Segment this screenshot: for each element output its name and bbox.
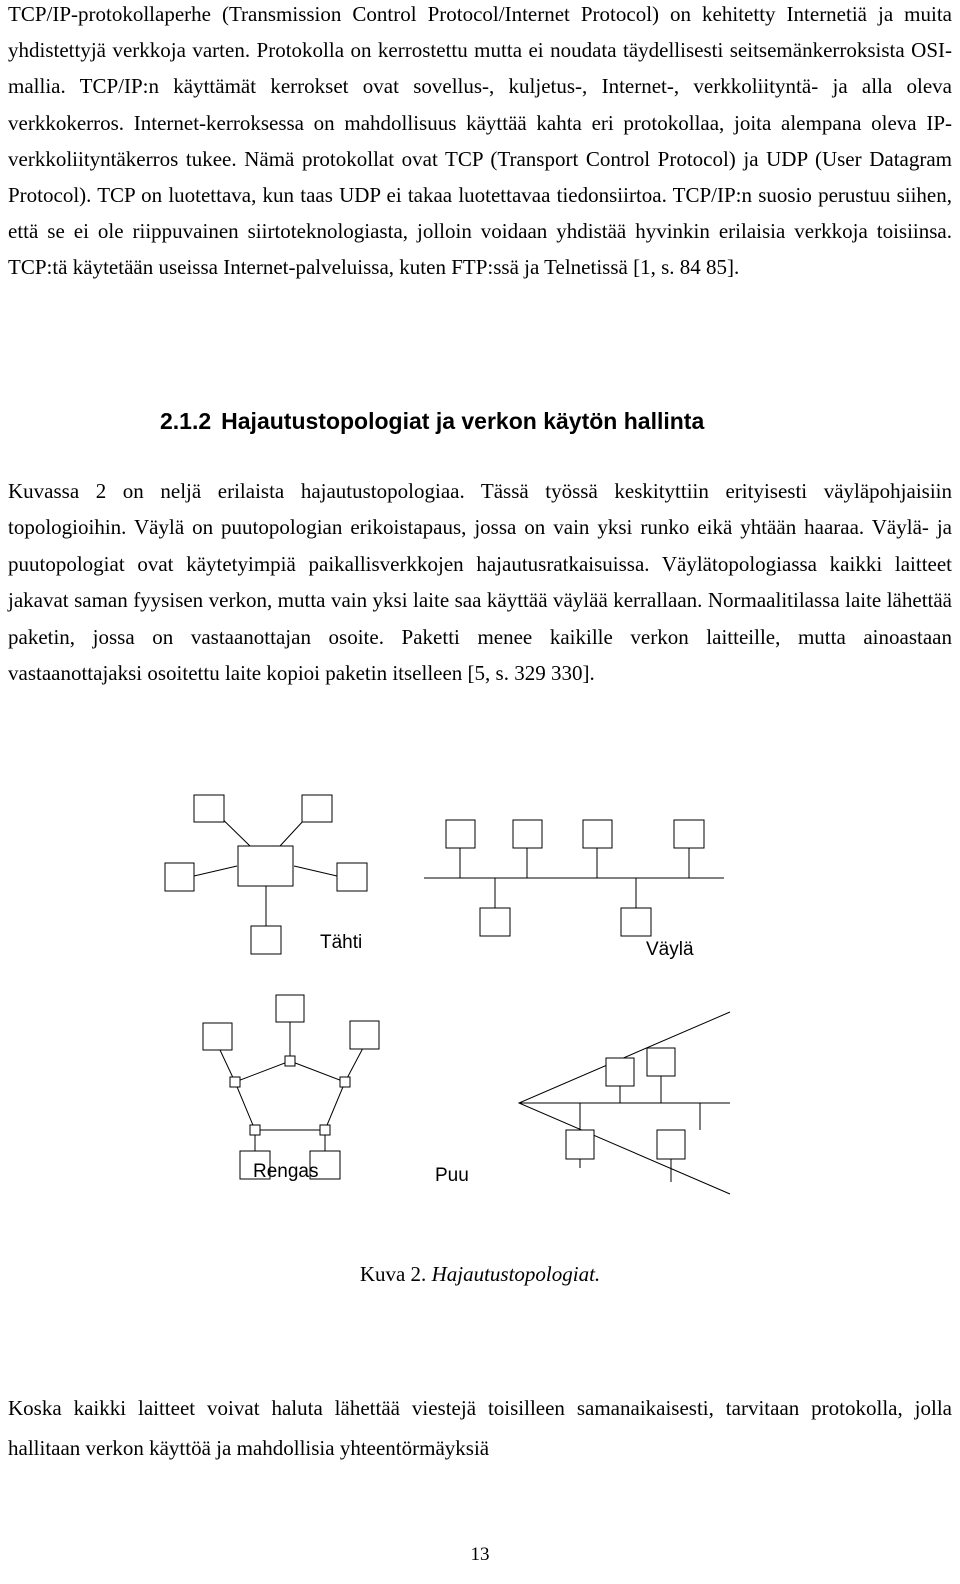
- bus-node-4: [674, 820, 704, 848]
- tree-node-3: [566, 1130, 594, 1159]
- star-topology-diagram: [165, 795, 367, 954]
- bus-node-3: [583, 820, 612, 848]
- bus-node-6: [621, 908, 651, 936]
- star-hub: [238, 846, 293, 886]
- star-node-top-left: [194, 795, 224, 822]
- section-heading: [160, 408, 704, 435]
- paragraph-protocol: Koska kaikki laitteet voivat haluta lähettää viestejä toisilleen samanaikaisesti, tarvitaan protokolla, jolla hallitaan verkon käyttöä ja mahdollisia yhteentörmäyksiä: [8, 1396, 952, 1460]
- ring-node-right: [350, 1021, 379, 1049]
- paragraph-topologies: Kuvassa 2 on neljä erilaista hajautustopologiaa. Tässä työssä keskityttiin erityisesti väyläpohjaisiin topologioihin. Väylä on puutopologian erikoistapaus, jossa on vain yksi runko eikä yhtään haaraa. Väylä- ja puutopologiat ovat käytetyimpiä paikallisverkkojen hajautusratkaisuissa. Väylätopologiassa kaikki laitteet jakavat saman fyysisen verkon, mutta vain yksi laite saa käyttää väylää kerrallaan. Normaalitilassa laite lähettää paketin, jossa on vastaanottajan osoite. Paketti menee kaikille verkon laitteille, mutta ainoastaan vastaanottajaksi osoitettu laite kopioi paketin itselleen [5, s. 329 330].: [8, 479, 952, 686]
- section-title: Hajautustopologiat ja verkon käytön hallinta: [221, 408, 705, 434]
- tree-node-4: [657, 1130, 685, 1159]
- ring-label: Rengas: [253, 1161, 319, 1182]
- tree-node-1: [606, 1058, 634, 1086]
- tree-topology-diagram: [519, 1012, 730, 1194]
- topology-figure: [0, 780, 960, 1200]
- figure-caption-prefix: Kuva 2.: [359, 1262, 427, 1286]
- tree-node-2: [647, 1048, 675, 1076]
- star-node-left: [165, 863, 194, 891]
- figure-caption-title: Hajautustopologiat.: [431, 1262, 601, 1286]
- bus-node-2: [513, 820, 542, 848]
- ring-tap-bottom-right: [320, 1125, 330, 1135]
- page-number: 13: [470, 1544, 490, 1565]
- bus-node-5: [480, 908, 510, 936]
- ring-tap-bottom-left: [250, 1125, 260, 1135]
- ring-tap-right: [340, 1077, 350, 1087]
- section-number: 2.1.2: [160, 408, 212, 434]
- figure-caption: [0, 1262, 960, 1287]
- ring-topology-diagram: [203, 995, 379, 1179]
- star-node-bottom: [251, 926, 281, 954]
- star-node-top-right: [302, 795, 332, 822]
- paragraph-tcp-ip: TCP/IP-protokollaperhe (Transmission Control Protocol/Internet Protocol) on kehitetty Internetiä ja muita yhdistettyjä verkkoja varten. Protokolla on kerrostettu mutta ei noudata täydellisesti seitsemänkerroksista OSI-mallia. TCP/IP:n käyttämät kerrokset ovat sovellus-, kuljetus-, Internet-, verkkoliityntä- ja alla oleva verkkokerros. Internet-kerroksessa on mahdollisuus käyttää kahta eri protokollaa, joita alempana oleva IP-verkkoliityntäkerros tukee. Nämä protokollat ovat TCP (Transport Control Protocol) ja UDP (User Datagram Protocol). TCP on luotettava, kun taas UDP ei takaa luotettavaa tiedonsiirtoa. TCP/IP:n suosio perustuu siihen, että se ei ole riippuvainen siirtoteknologiasta, jolloin voidaan yhdistää hyvinkin erilaisia verkkoja toisiinsa. TCP:tä käytetään useissa Internet-palveluissa, kuten FTP:ssä ja Telnetissä [1, s. 84 85].: [8, 2, 952, 280]
- star-node-right: [337, 863, 367, 891]
- ring-node-left: [203, 1023, 232, 1050]
- bus-topology-diagram: [424, 820, 724, 936]
- tree-label: Puu: [435, 1165, 469, 1186]
- bus-label: Väylä: [646, 939, 694, 960]
- bus-node-1: [446, 820, 475, 848]
- ring-node-top: [276, 995, 304, 1022]
- ring-tap-top: [285, 1056, 295, 1066]
- star-label: Tähti: [320, 932, 363, 953]
- ring-tap-left: [230, 1077, 240, 1087]
